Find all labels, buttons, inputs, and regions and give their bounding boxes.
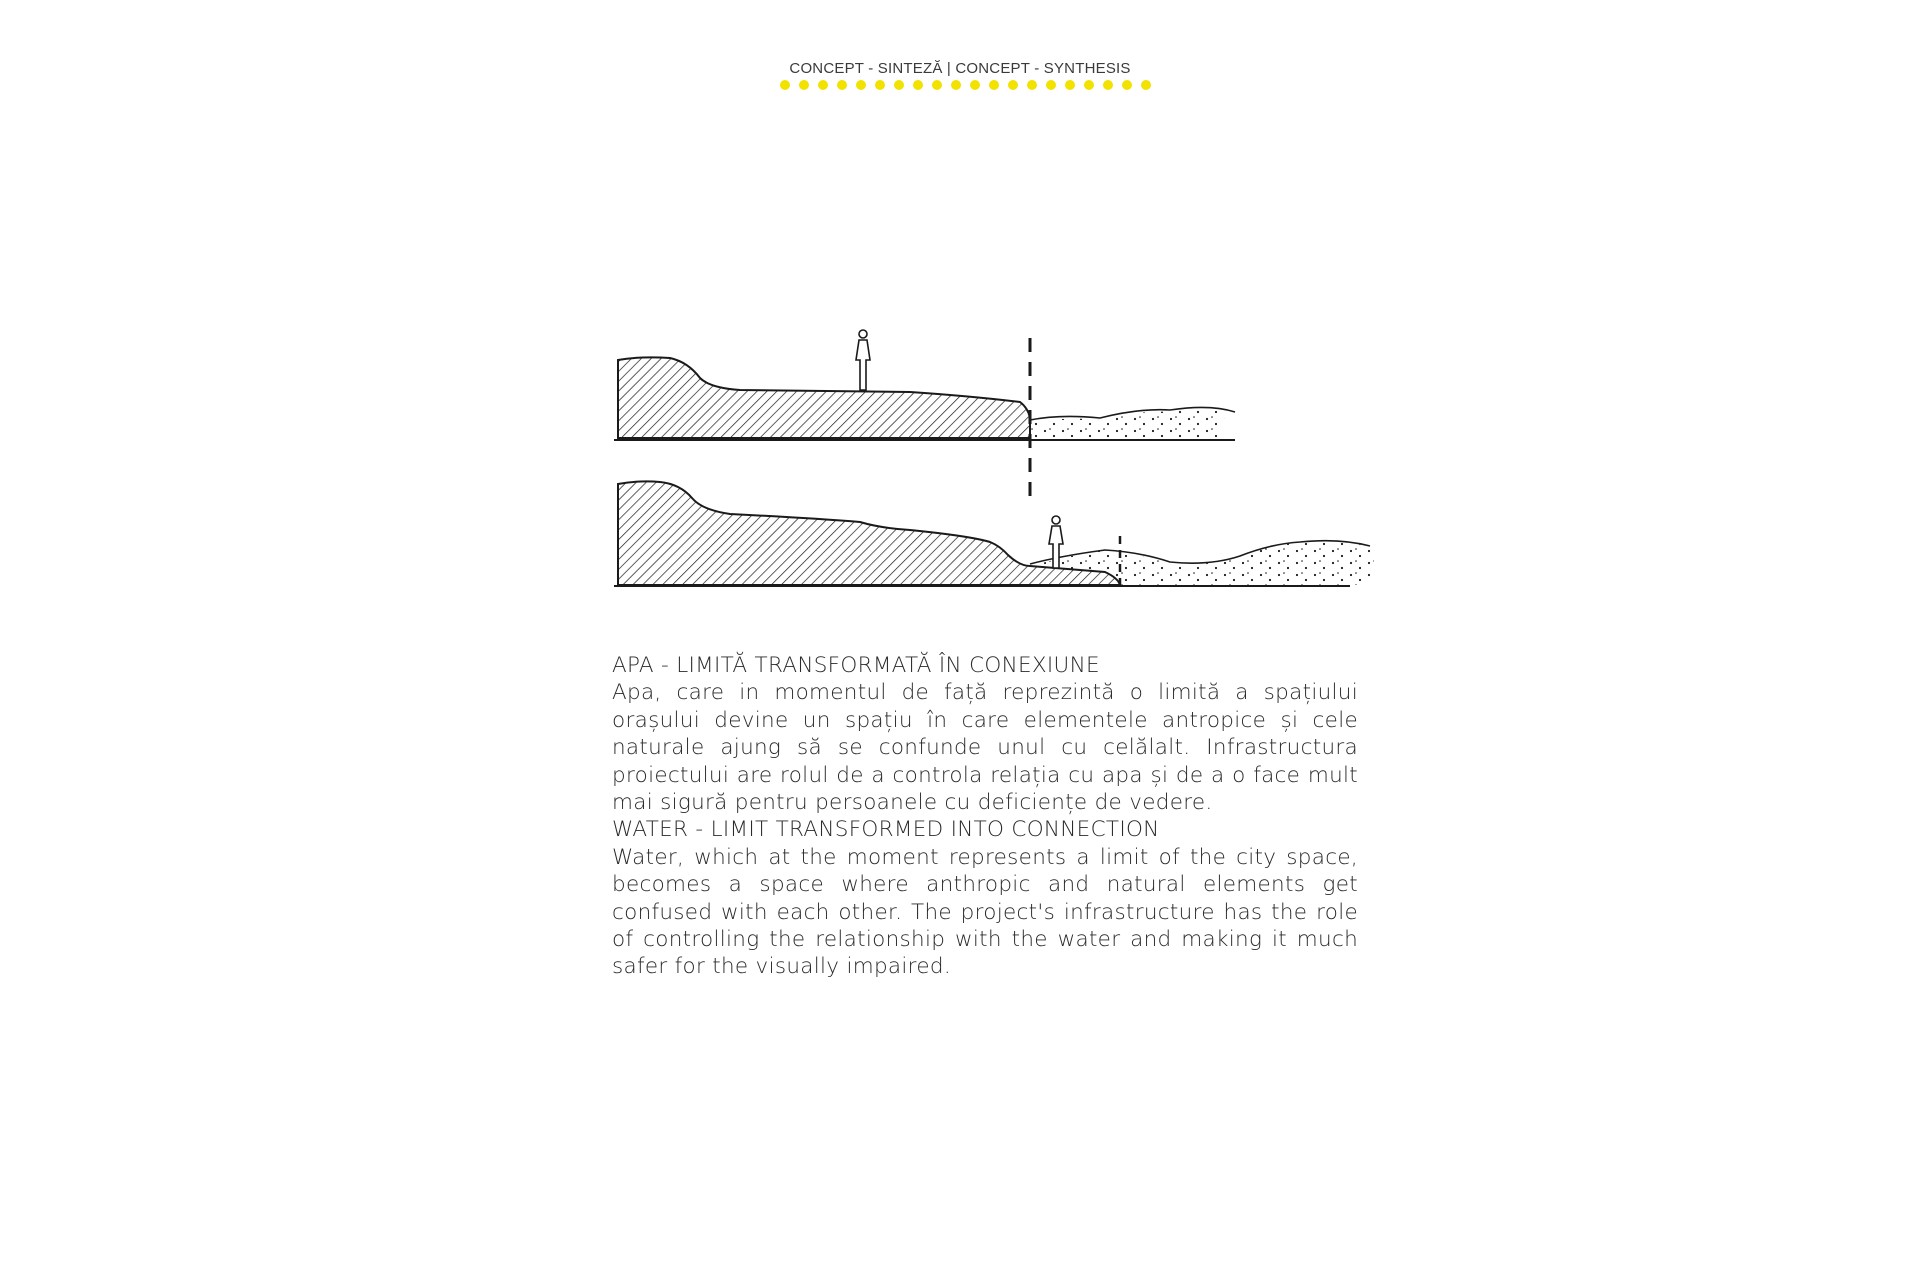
yellow-dot	[932, 80, 942, 90]
yellow-dot	[951, 80, 961, 90]
bottom-section	[614, 481, 1374, 588]
yellow-dot	[875, 80, 885, 90]
bottom-land-mass	[618, 481, 1120, 585]
heading-english: WATER - LIMIT TRANSFORMED INTO CONNECTION	[612, 817, 1160, 843]
yellow-dot	[1141, 80, 1151, 90]
yellow-dot	[1103, 80, 1113, 90]
yellow-dot	[837, 80, 847, 90]
section-sketch-drawing	[610, 320, 1380, 600]
section-title: CONCEPT - SINTEZĂ | CONCEPT - SYNTHESIS	[789, 60, 1131, 77]
top-section	[614, 330, 1235, 440]
yellow-dot	[856, 80, 866, 90]
yellow-dot	[970, 80, 980, 90]
yellow-dot	[1027, 80, 1037, 90]
yellow-dot	[1122, 80, 1132, 90]
yellow-dot	[989, 80, 999, 90]
paragraph-romanian: Apa, care in momentul de față reprezintă o limită a spațiului orașului devine un spațiu în care elementele antropice și cele naturale ajung să se confunde unul cu celălalt. Infrastructura proiectului are rolul de a controla relația cu apa și de a o face mult mai sigură pentru persoanele cu deficiențe de vedere.	[612, 680, 1358, 816]
yellow-dot	[799, 80, 809, 90]
yellow-dot-divider	[780, 80, 1160, 92]
yellow-dot	[894, 80, 904, 90]
person-figure-top	[856, 330, 870, 390]
yellow-dot	[1008, 80, 1018, 90]
yellow-dot	[1084, 80, 1094, 90]
yellow-dot	[780, 80, 790, 90]
heading-romanian: APA - LIMITĂ TRANSFORMATĂ ÎN CONEXIUNE	[612, 653, 1100, 678]
yellow-dot	[1046, 80, 1056, 90]
yellow-dot	[818, 80, 828, 90]
top-land-mass	[618, 357, 1030, 438]
yellow-dot	[1065, 80, 1075, 90]
description-text-block	[612, 652, 1358, 981]
top-water	[1030, 409, 1235, 438]
yellow-dot	[913, 80, 923, 90]
paragraph-english: Water, which at the moment represents a limit of the city space, becomes a space where anthropic and natural elements get confused with each other. The project's infrastructure has the role of controlling the relationship with the water and making it much safer for the visually impaired.	[612, 844, 1358, 980]
page-header	[0, 60, 1920, 78]
